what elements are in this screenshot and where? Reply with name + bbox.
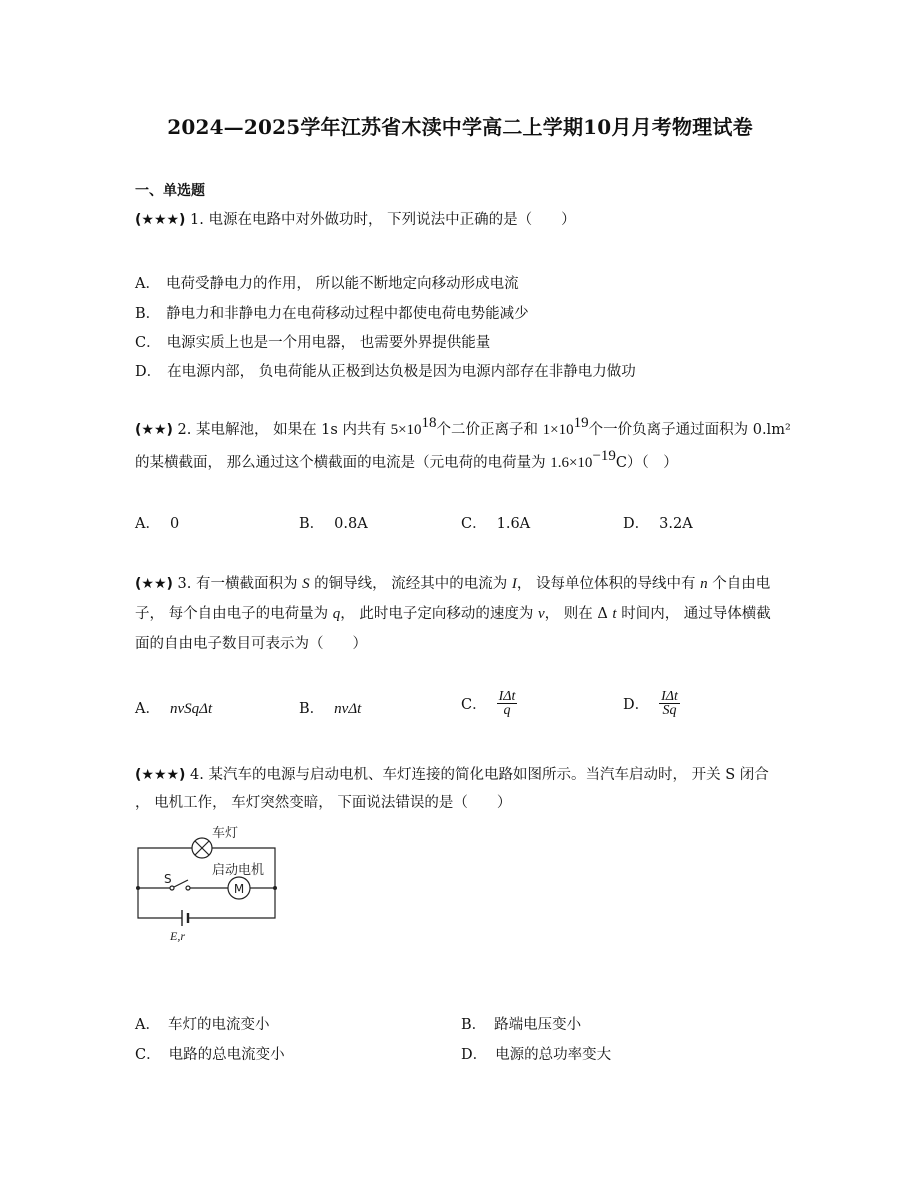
option-fraction xyxy=(659,690,680,717)
q3-option-a[interactable] xyxy=(135,697,212,718)
question-text: 2. 某电解池， 如果在 1s 内共有 xyxy=(172,422,391,438)
option-key: B． xyxy=(299,701,325,717)
question-text: 3. 有一横截面积为 xyxy=(172,576,303,592)
question-text: 的某横截面， 那么通过这个横截面的电流是（元电荷的电荷量为 xyxy=(135,455,551,471)
question-1-stem xyxy=(135,210,576,230)
option-text: 1.6A xyxy=(496,516,531,532)
q2-option-c[interactable] xyxy=(461,512,530,533)
option-key: C． xyxy=(135,335,161,351)
motor-symbol: M xyxy=(233,882,245,896)
difficulty-stars: (★★★) xyxy=(135,212,186,228)
option-key: B． xyxy=(461,1017,487,1033)
option-text: 在电源内部， 负电荷能从正极到达负极是因为电源内部存在非静电力做功 xyxy=(167,364,636,380)
question-4-line-1 xyxy=(135,765,769,785)
question-text: ， 则在 Δ xyxy=(544,606,613,622)
option-key: A． xyxy=(135,516,160,532)
option-key: B． xyxy=(135,306,161,322)
question-text: 1. 电源在电路中对外做功时， 下列说法中正确的是（ ） xyxy=(185,212,576,228)
option-key: C． xyxy=(461,516,487,532)
math-exponent: 19 xyxy=(573,415,589,431)
option-text: 电源的总功率变大 xyxy=(495,1047,612,1063)
option-text: 静电力和非静电力在电荷移动过程中都使电荷电势能减少 xyxy=(166,306,529,322)
section-heading: 一、单选题 xyxy=(135,183,205,199)
wire xyxy=(138,888,182,918)
fraction-denominator: Sq xyxy=(662,703,677,718)
option-key: B． xyxy=(299,516,325,532)
math-exponent: 18 xyxy=(421,415,437,431)
option-text: 电荷受静电力的作用， 所以能不断地定向移动形成电流 xyxy=(165,276,519,292)
option-text: 路端电压变小 xyxy=(494,1017,582,1033)
q2-option-a[interactable] xyxy=(135,512,179,533)
math-symbol: I xyxy=(511,576,517,592)
math-symbol: v xyxy=(537,606,545,622)
math-term: 1.6×10 xyxy=(550,455,593,471)
question-3-line-2 xyxy=(135,604,771,624)
q4-option-a[interactable] xyxy=(135,1013,269,1034)
switch-label: S xyxy=(164,872,172,886)
option-text: 车灯的电流变小 xyxy=(167,1017,270,1033)
question-text: C）（ ） xyxy=(615,455,678,471)
option-formula: nvΔt xyxy=(334,701,362,717)
q4-option-b[interactable] xyxy=(461,1013,581,1034)
question-2-line-1 xyxy=(135,415,791,440)
q4-option-c[interactable] xyxy=(135,1043,285,1064)
fraction-numerator: IΔt xyxy=(661,689,678,704)
question-text: ， 设每单位体积的导线中有 xyxy=(516,576,701,592)
question-text: ， 此时电子定向移动的速度为 xyxy=(340,606,538,622)
option-text: 3.2A xyxy=(659,516,693,532)
q1-option-d[interactable] xyxy=(135,360,636,381)
math-exponent: −19 xyxy=(592,448,616,464)
option-text: 0 xyxy=(169,516,180,532)
question-3-line-3: 面的自由电子数目可表示为（ ） xyxy=(135,636,367,652)
lamp-label: 车灯 xyxy=(212,826,239,841)
motor-label: 启动电机 xyxy=(212,863,265,878)
question-text: 个二价正离子和 xyxy=(436,422,543,438)
option-key: A． xyxy=(135,1017,160,1033)
q1-option-c[interactable] xyxy=(135,331,490,352)
question-4-line-2: ， 电机工作， 车灯突然变暗， 下面说法错误的是（ ） xyxy=(135,795,512,811)
q2-option-d[interactable] xyxy=(623,512,693,533)
option-text: 电路的总电流变小 xyxy=(168,1047,285,1063)
option-key: D． xyxy=(135,364,162,380)
option-key: D． xyxy=(623,697,650,713)
option-key: D． xyxy=(461,1047,488,1063)
question-text: 个一价负离子通过面积为 0.lm² xyxy=(588,422,791,438)
math-symbol: S xyxy=(302,576,310,592)
circuit-diagram xyxy=(130,822,290,947)
junction-node xyxy=(273,886,277,890)
math-symbol: t xyxy=(612,606,617,622)
q1-option-a[interactable] xyxy=(135,272,519,293)
question-text: 时间内， 通过导体横截 xyxy=(616,606,771,622)
difficulty-stars: (★★) xyxy=(135,422,173,438)
option-key: D． xyxy=(623,516,650,532)
question-text: 子， 每个自由电子的电荷量为 xyxy=(135,606,333,622)
switch-icon xyxy=(174,880,188,887)
math-symbol: q xyxy=(332,606,341,622)
fraction-denominator: q xyxy=(503,703,511,718)
option-text: 0.8A xyxy=(334,516,368,532)
question-3-line-1 xyxy=(135,574,770,594)
option-formula: nvSqΔt xyxy=(169,701,213,717)
switch-contact xyxy=(186,886,190,890)
math-term: 5×10 xyxy=(390,422,422,438)
option-key: A． xyxy=(135,701,160,717)
source-label: E,r xyxy=(170,929,185,943)
fraction-numerator: IΔt xyxy=(498,689,516,704)
q4-option-d[interactable] xyxy=(461,1043,611,1064)
wire xyxy=(188,888,275,918)
question-2-line-2 xyxy=(135,448,678,473)
option-key: C． xyxy=(135,1047,161,1063)
option-fraction xyxy=(497,690,518,717)
math-symbol: n xyxy=(700,576,708,592)
q3-option-c[interactable] xyxy=(461,690,517,717)
difficulty-stars: (★★) xyxy=(135,576,173,592)
q3-option-b[interactable] xyxy=(299,697,361,718)
page-title: 2024—2025学年江苏省木渎中学高二上学期10月月考物理试卷 xyxy=(167,115,753,139)
option-key: C． xyxy=(461,697,487,713)
difficulty-stars: (★★★) xyxy=(135,767,186,783)
option-key: A． xyxy=(135,276,160,292)
math-term: 1×10 xyxy=(542,422,574,438)
question-text: 个自由电 xyxy=(707,576,771,592)
question-text: 4. 某汽车的电源与启动电机、车灯连接的简化电路如图所示。当汽车启动时， 开关 S 闭合 xyxy=(185,767,769,783)
q1-option-b[interactable] xyxy=(135,302,529,323)
q3-option-d[interactable] xyxy=(623,690,680,717)
question-text: 的铜导线， 流经其中的电流为 xyxy=(309,576,512,592)
q2-option-b[interactable] xyxy=(299,512,368,533)
switch-contact xyxy=(170,886,174,890)
junction-node xyxy=(136,886,140,890)
option-text: 电源实质上也是一个用电器， 也需要外界提供能量 xyxy=(166,335,491,351)
